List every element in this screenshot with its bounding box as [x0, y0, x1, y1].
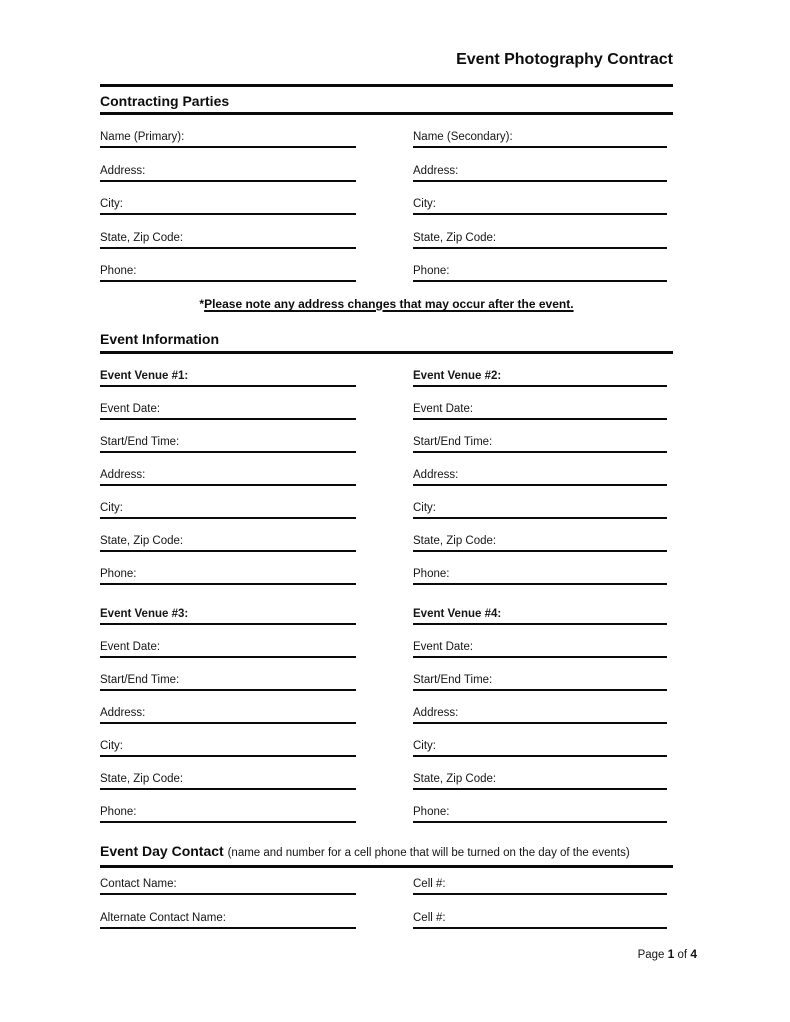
- field-secondary-address[interactable]: [413, 162, 667, 182]
- footer-page-word: Page: [637, 949, 665, 961]
- field-venue3-phone[interactable]: [100, 803, 356, 823]
- field-label: State, Zip Code:: [100, 773, 184, 785]
- field-venue1-phone[interactable]: [100, 565, 356, 585]
- field-venue1-address[interactable]: [100, 466, 356, 486]
- field-venue3-address[interactable]: [100, 704, 356, 724]
- field-venue2-state-zip[interactable]: [413, 532, 667, 552]
- field-label: Address:: [413, 164, 459, 177]
- field-venue2-title[interactable]: [413, 367, 667, 387]
- field-venue2-phone[interactable]: [413, 565, 667, 585]
- field-secondary-name[interactable]: [413, 128, 667, 148]
- section-divider: [100, 865, 673, 868]
- field-venue4-city[interactable]: [413, 737, 667, 757]
- footer-total-pages: 4: [690, 947, 697, 961]
- field-label: State, Zip Code:: [413, 231, 497, 244]
- field-label: Event Date:: [413, 641, 474, 653]
- field-label: Event Venue #3:: [100, 608, 189, 620]
- field-label: Start/End Time:: [413, 436, 493, 448]
- section-divider: [100, 112, 673, 115]
- venue-4-column: [413, 605, 667, 823]
- field-venue1-state-zip[interactable]: [100, 532, 356, 552]
- contact-cell-column: [413, 875, 667, 929]
- field-label: Start/End Time:: [100, 436, 180, 448]
- field-venue4-start-end-time[interactable]: [413, 671, 667, 691]
- field-label: Phone:: [100, 806, 137, 818]
- field-primary-phone[interactable]: [100, 262, 356, 282]
- field-label: Cell #:: [413, 911, 446, 924]
- field-label: City:: [100, 502, 123, 514]
- page-content: [100, 0, 673, 929]
- field-label: Event Venue #1:: [100, 370, 189, 382]
- field-venue4-address[interactable]: [413, 704, 667, 724]
- field-venue1-event-date[interactable]: [100, 400, 356, 420]
- field-label: Address:: [413, 707, 459, 719]
- field-contact-name[interactable]: [100, 875, 356, 895]
- field-secondary-city[interactable]: [413, 195, 667, 215]
- field-label: Phone:: [413, 568, 450, 580]
- field-label: Phone:: [100, 568, 137, 580]
- field-label: State, Zip Code:: [413, 535, 497, 547]
- field-venue2-event-date[interactable]: [413, 400, 667, 420]
- section-divider: [100, 84, 673, 87]
- field-label: City:: [413, 502, 436, 514]
- field-secondary-phone[interactable]: [413, 262, 667, 282]
- field-venue3-event-date[interactable]: [100, 638, 356, 658]
- field-venue3-state-zip[interactable]: [100, 770, 356, 790]
- section-heading-contracting-parties: Contracting Parties: [100, 93, 230, 109]
- field-label: City:: [100, 198, 123, 210]
- field-label: City:: [413, 740, 436, 752]
- field-label: Name (Secondary):: [413, 131, 513, 143]
- section-heading-event-day-contact: [100, 841, 673, 863]
- field-alternate-contact-name[interactable]: [100, 909, 356, 929]
- contracting-parties-fields: [100, 128, 673, 282]
- field-label: Event Venue #2:: [413, 370, 502, 382]
- note-asterisk: *: [199, 297, 205, 311]
- address-change-note: [100, 297, 673, 313]
- event-day-contact-subtitle: (name and number for a cell phone that will be turned on the day of the events): [227, 847, 630, 859]
- field-label: Phone:: [413, 265, 450, 277]
- field-primary-address[interactable]: [100, 162, 356, 182]
- event-day-contact-fields: [100, 875, 673, 929]
- page-number-footer: [638, 947, 697, 961]
- field-label: City:: [100, 740, 123, 752]
- field-venue3-title[interactable]: [100, 605, 356, 625]
- section-divider: [100, 351, 673, 354]
- field-primary-city[interactable]: [100, 195, 356, 215]
- field-alternate-contact-cell-number[interactable]: [413, 909, 667, 929]
- field-label: Address:: [100, 164, 146, 177]
- field-venue4-event-date[interactable]: [413, 638, 667, 658]
- primary-party-column: [100, 128, 356, 282]
- field-venue2-start-end-time[interactable]: [413, 433, 667, 453]
- field-venue3-city[interactable]: [100, 737, 356, 757]
- venue-row-2: [100, 605, 673, 823]
- field-label: Start/End Time:: [100, 674, 180, 686]
- field-label: Address:: [100, 469, 146, 481]
- field-label: State, Zip Code:: [413, 773, 497, 785]
- event-day-contact-title: Event Day Contact: [100, 843, 224, 859]
- contact-names-column: [100, 875, 356, 929]
- field-label: Event Venue #4:: [413, 608, 502, 620]
- field-label: Address:: [100, 707, 146, 719]
- field-label: Event Date:: [413, 403, 474, 415]
- secondary-party-column: [413, 128, 667, 282]
- field-label: Name (Primary):: [100, 131, 185, 143]
- field-venue2-address[interactable]: [413, 466, 667, 486]
- field-label: Phone:: [413, 806, 450, 818]
- field-label: Event Date:: [100, 403, 161, 415]
- field-label: Contact Name:: [100, 878, 177, 890]
- field-label: Alternate Contact Name:: [100, 911, 226, 924]
- footer-of-word: of: [677, 949, 688, 961]
- note-text: Please note any address changes that may occur after the event.: [204, 297, 574, 311]
- field-venue4-phone[interactable]: [413, 803, 667, 823]
- field-venue1-start-end-time[interactable]: [100, 433, 356, 453]
- field-secondary-state-zip[interactable]: [413, 229, 667, 249]
- field-venue2-city[interactable]: [413, 499, 667, 519]
- footer-page-number: 1: [667, 947, 675, 961]
- venue-3-column: [100, 605, 356, 823]
- field-contact-cell-number[interactable]: [413, 875, 667, 895]
- field-venue1-city[interactable]: [100, 499, 356, 519]
- field-primary-state-zip[interactable]: [100, 229, 356, 249]
- field-label: Start/End Time:: [413, 674, 493, 686]
- field-label: State, Zip Code:: [100, 231, 184, 244]
- field-venue4-state-zip[interactable]: [413, 770, 667, 790]
- field-label: Phone:: [100, 265, 137, 277]
- field-label: Address:: [413, 469, 459, 481]
- field-venue4-title[interactable]: [413, 605, 667, 625]
- venue-row-1: [100, 367, 673, 585]
- field-label: City:: [413, 198, 436, 210]
- document-title: Event Photography Contract: [456, 51, 673, 68]
- field-venue1-title[interactable]: [100, 367, 356, 387]
- field-label: Cell #:: [413, 878, 446, 890]
- field-venue3-start-end-time[interactable]: [100, 671, 356, 691]
- field-label: Event Date:: [100, 641, 161, 653]
- section-heading-event-information: Event Information: [100, 331, 220, 347]
- venue-2-column: [413, 367, 667, 585]
- venue-1-column: [100, 367, 356, 585]
- field-primary-name[interactable]: [100, 128, 356, 148]
- field-label: State, Zip Code:: [100, 535, 184, 547]
